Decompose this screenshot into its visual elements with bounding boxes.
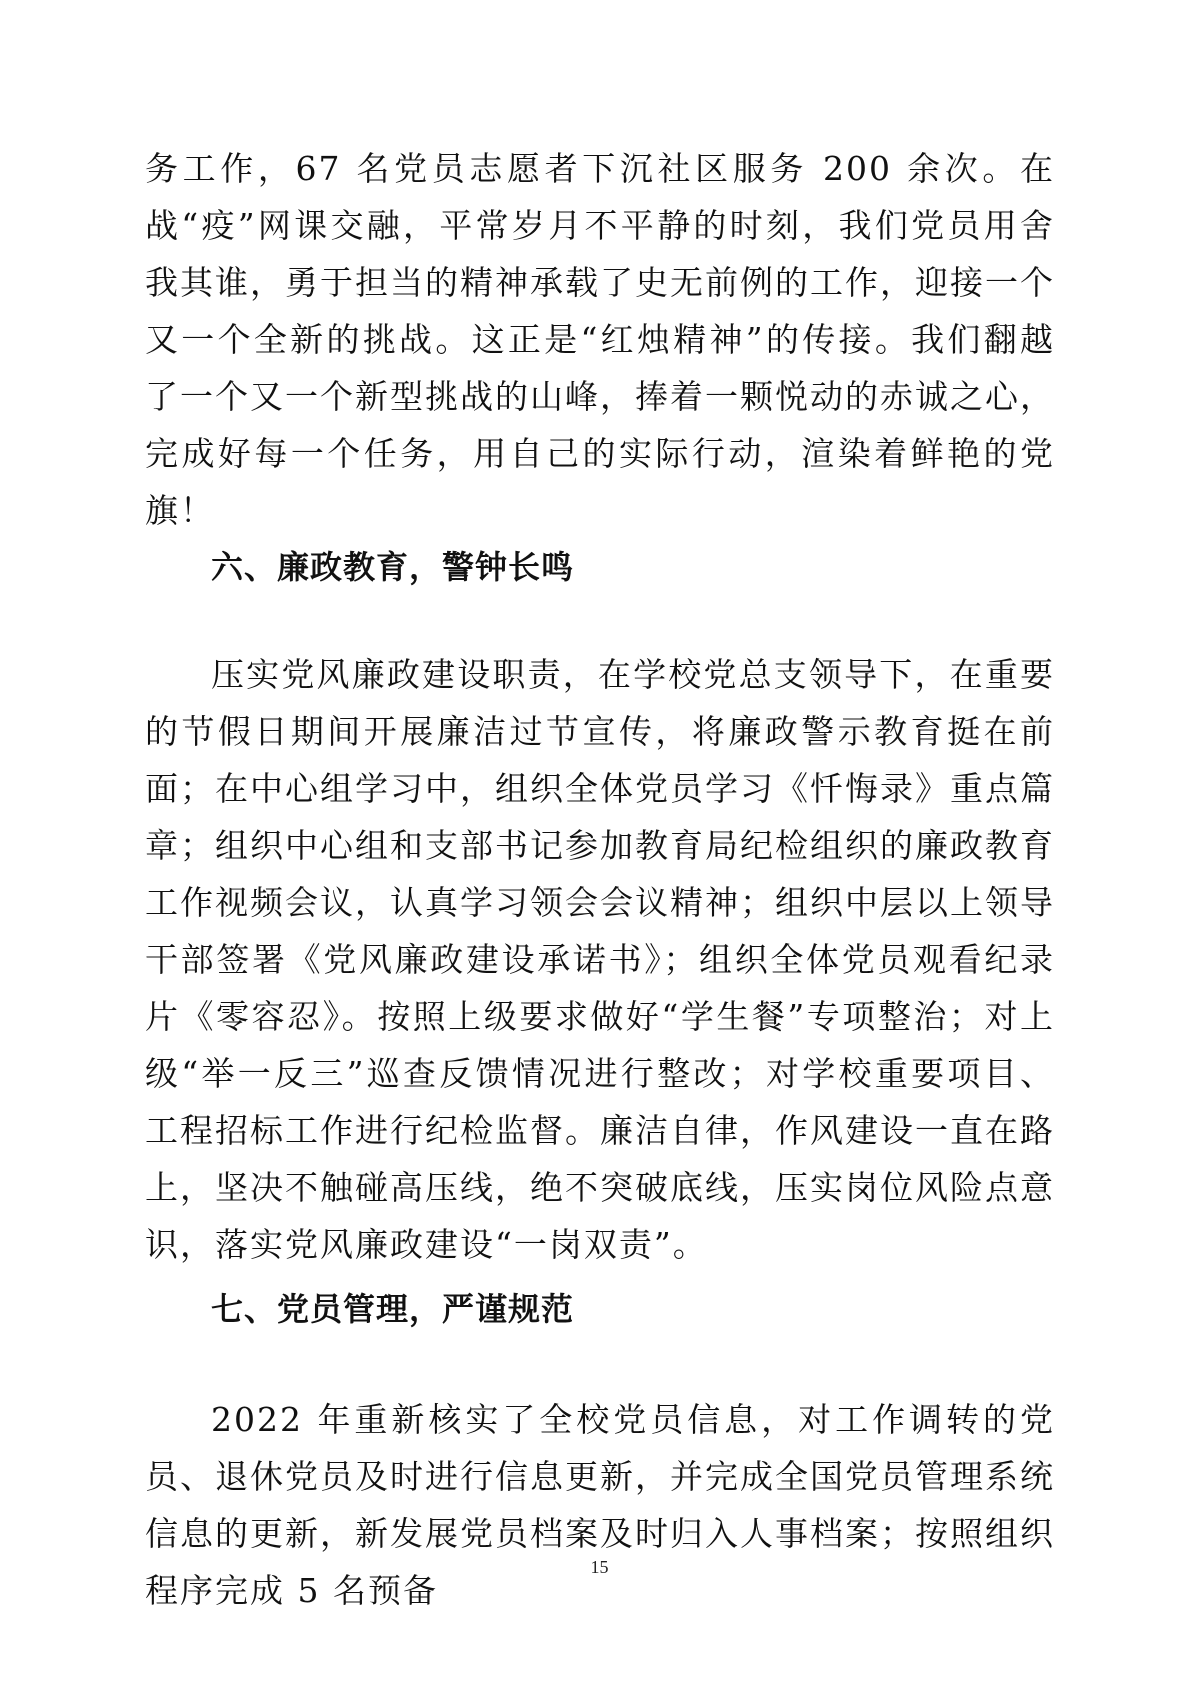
page-number: 15 bbox=[590, 1557, 609, 1577]
section-heading-integrity-education: 六、廉政教育，警钟长鸣 bbox=[211, 548, 575, 586]
section-body-block bbox=[145, 1391, 1055, 1619]
continued-paragraph: 务工作，67 名党员志愿者下沉社区服务 200 余次。在战“疫”网课交融，平常岁月不平静的时刻，我们党员用舍我其谁，勇于担当的精神承载了史无前例的工作，迎接一个又一个全新的挑战。这正是“红烛精神”的传接。我们翻越了一个又一个新型挑战的山峰，捧着一颗悦动的赤诚之心，完成好每一个任务，用自己的实际行动，渲染着鲜艳的党旗！ bbox=[145, 149, 1055, 530]
section-heading-block bbox=[145, 1281, 1055, 1338]
continued-paragraph-block bbox=[145, 140, 1055, 539]
section-body-block bbox=[145, 646, 1055, 1273]
section-heading-member-management: 七、党员管理，严谨规范 bbox=[211, 1290, 575, 1328]
section-body-integrity-education: 压实党风廉政建设职责，在学校党总支领导下，在重要的节假日期间开展廉洁过节宣传，将廉政警示教育挺在前面；在中心组学习中，组织全体党员学习《忏悔录》重点篇章；组织中心组和支部书记参加教育局纪检组织的廉政教育工作视频会议，认真学习领会会议精神；组织中层以上领导干部签署《党风廉政建设承诺书》；组织全体党员观看纪录片《零容忍》。按照上级要求做好“学生餐”专项整治；对上级“举一反三”巡查反馈情况进行整改；对学校重要项目、工程招标工作进行纪检监督。廉洁自律，作风建设一直在路上，坚决不触碰高压线，绝不突破底线，压实岗位风险点意识，落实党风廉政建设“一岗双责”。 bbox=[145, 655, 1055, 1264]
section-body-member-management: 2022 年重新核实了全校党员信息，对工作调转的党员、退休党员及时进行信息更新，并完成全国党员管理系统信息的更新，新发展党员档案及时归入人事档案；按照组织程序完成 5 名预备 bbox=[145, 1400, 1055, 1610]
section-heading-block bbox=[145, 539, 1055, 596]
